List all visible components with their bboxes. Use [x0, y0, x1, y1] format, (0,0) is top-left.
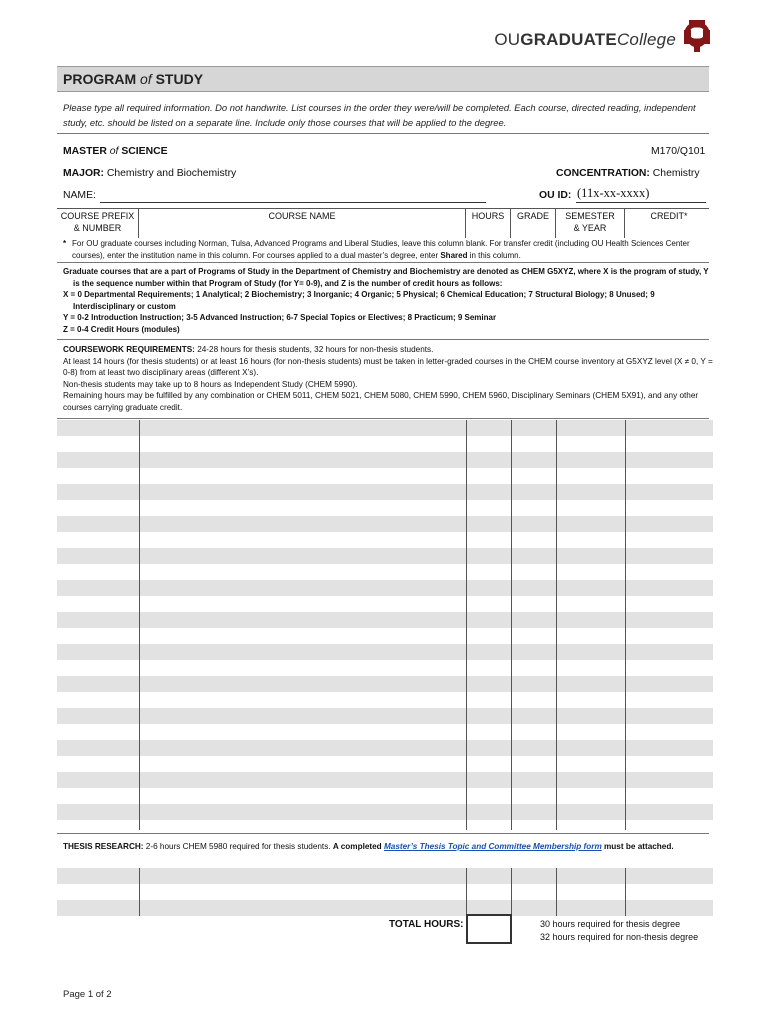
thesis-committee-form-link[interactable]: Master’s Thesis Topic and Committee Membership form — [383, 842, 602, 851]
divider — [57, 133, 709, 134]
table-row[interactable] — [57, 884, 713, 900]
column-divider — [511, 868, 512, 916]
name-input-line[interactable] — [100, 202, 486, 203]
table-row[interactable] — [57, 484, 713, 500]
col-course-name: COURSE NAME — [139, 208, 466, 238]
col-grade: GRADE — [511, 208, 556, 238]
table-row[interactable] — [57, 868, 713, 884]
page-title: PROGRAM of STUDY — [63, 71, 204, 87]
table-row[interactable] — [57, 436, 713, 452]
table-row[interactable] — [57, 724, 713, 740]
column-divider — [556, 868, 557, 916]
table-row[interactable] — [57, 708, 713, 724]
ouid-value[interactable]: (11x-xx-xxxx) — [577, 186, 650, 200]
hours-requirement: 30 hours required for thesis degree 32 hours required for non-thesis degree — [540, 919, 699, 942]
divider — [57, 833, 709, 834]
form-code: M170/Q101 — [651, 146, 706, 157]
total-hours-input[interactable] — [466, 914, 512, 944]
column-divider — [511, 420, 512, 830]
table-row[interactable] — [57, 420, 713, 436]
table-row[interactable] — [57, 500, 713, 516]
col-course-prefix: COURSE PREFIX & NUMBER — [57, 208, 139, 238]
table-row[interactable] — [57, 804, 713, 820]
column-divider — [625, 420, 626, 830]
ouid-label: OU ID: — [539, 190, 572, 201]
table-row[interactable] — [57, 900, 713, 916]
brand-graduate: GRADUATE — [520, 30, 617, 49]
table-row[interactable] — [57, 564, 713, 580]
table-row[interactable] — [57, 596, 713, 612]
table-row[interactable] — [57, 788, 713, 804]
column-divider — [466, 420, 467, 830]
divider — [57, 339, 709, 340]
table-row[interactable] — [57, 628, 713, 644]
brand-ou: OU — [494, 30, 521, 49]
column-divider — [625, 868, 626, 916]
name-label: NAME: — [63, 190, 96, 201]
table-row[interactable] — [57, 756, 713, 772]
brand-college: College — [616, 30, 676, 49]
table-row[interactable] — [57, 676, 713, 692]
thesis-research: THESIS RESEARCH: 2-6 hours CHEM 5980 required for thesis students. A completed Master’s Thesis Topic and Committee Membership form must be attached. — [63, 842, 674, 851]
divider — [57, 262, 709, 263]
major-field: MAJOR: Chemistry and Biochemistry — [63, 168, 237, 179]
ou-interlock-logo-icon — [684, 20, 710, 52]
table-row[interactable] — [57, 580, 713, 596]
table-row[interactable] — [57, 468, 713, 484]
column-divider — [139, 868, 140, 916]
concentration-field: CONCENTRATION: Chemistry — [556, 168, 700, 179]
col-hours: HOURS — [466, 208, 511, 238]
title-bar — [57, 66, 709, 92]
table-row[interactable] — [57, 548, 713, 564]
instructions: Please type all required information. Do not handwrite. List courses in the order they were/will be completed. Each course, directed reading, independent study, etc. should be listed on a separate line. Include only those courses that will be applied to the degree. — [63, 102, 696, 128]
total-hours-label: TOTAL HOURS: — [389, 919, 464, 930]
credit-note: * For OU graduate courses including Norman, Tulsa, Advanced Programs and Liberal Studies, leave this column blank. For transfer credit (including OU Health Sciences Center courses), enter the institution name in this column. For courses applied to a dual master’s degree, enter Shared in this column. — [63, 239, 690, 260]
divider — [57, 418, 709, 419]
column-divider — [556, 420, 557, 830]
table-row[interactable] — [57, 740, 713, 756]
col-credit: CREDIT* — [650, 211, 688, 221]
table-row[interactable] — [57, 612, 713, 628]
table-row[interactable] — [57, 644, 713, 660]
table-row[interactable] — [57, 660, 713, 676]
brand-wordmark — [494, 30, 676, 50]
page-header — [0, 20, 770, 60]
table-row[interactable] — [57, 532, 713, 548]
column-divider — [139, 420, 140, 830]
table-row[interactable] — [57, 452, 713, 468]
table-row[interactable] — [57, 692, 713, 708]
numbering-scheme: Graduate courses that are a part of Programs of Study in the Department of Chemistry and Biochemistry are denoted as CHEM G5XYZ, where X is the program of study, Y is the sequence number within that Program of Study (for Y= 0-9), and Z is the number of credit hours as follows: X = 0 Departmental Requirements; 1 Analytical; 2 Biochemistry; 3 Inorganic; 4 Organic; 5 Physical; 6 Chemical Education; 7 Structural Biology; 8 Unused; 9 Interdisciplinary or custom Y = 0-2 Introduction Instruction; 3-5 Advanced Instruction; 6-7 Special Topics or Electives; 8 Practicum; 9 Seminar Z = 0-4 Credit Hours (modules) — [63, 267, 709, 334]
table-row[interactable] — [57, 772, 713, 788]
col-semester: SEMESTER & YEAR — [556, 208, 625, 238]
ouid-input-line — [576, 202, 706, 203]
degree-title: MASTER of SCIENCE — [63, 146, 168, 157]
coursework-requirements: COURSEWORK REQUIREMENTS: 24-28 hours for thesis students, 32 hours for non-thesis students. At least 14 hours (for thesis students) or at least 16 hours (for non-thesis students) must be taken in letter-graded courses in the CHEM course inventory at G5XYZ level (X ≠ 0, Y = 0-8) from at least two disciplinary areas (different X’s). Non-thesis students may take up to 8 hours as Independent Study (CHEM 5990). Remaining hours may be fulfilled by any combination or CHEM 5011, CHEM 5021, CHEM 5080, CHEM 5990, CHEM 5960, Disciplinary Seminars (CHEM 5X91), and any other courses carrying graduate credit. — [63, 345, 713, 412]
table-row[interactable] — [57, 516, 713, 532]
column-divider — [466, 868, 467, 916]
page-number: Page 1 of 2 — [63, 989, 112, 1000]
